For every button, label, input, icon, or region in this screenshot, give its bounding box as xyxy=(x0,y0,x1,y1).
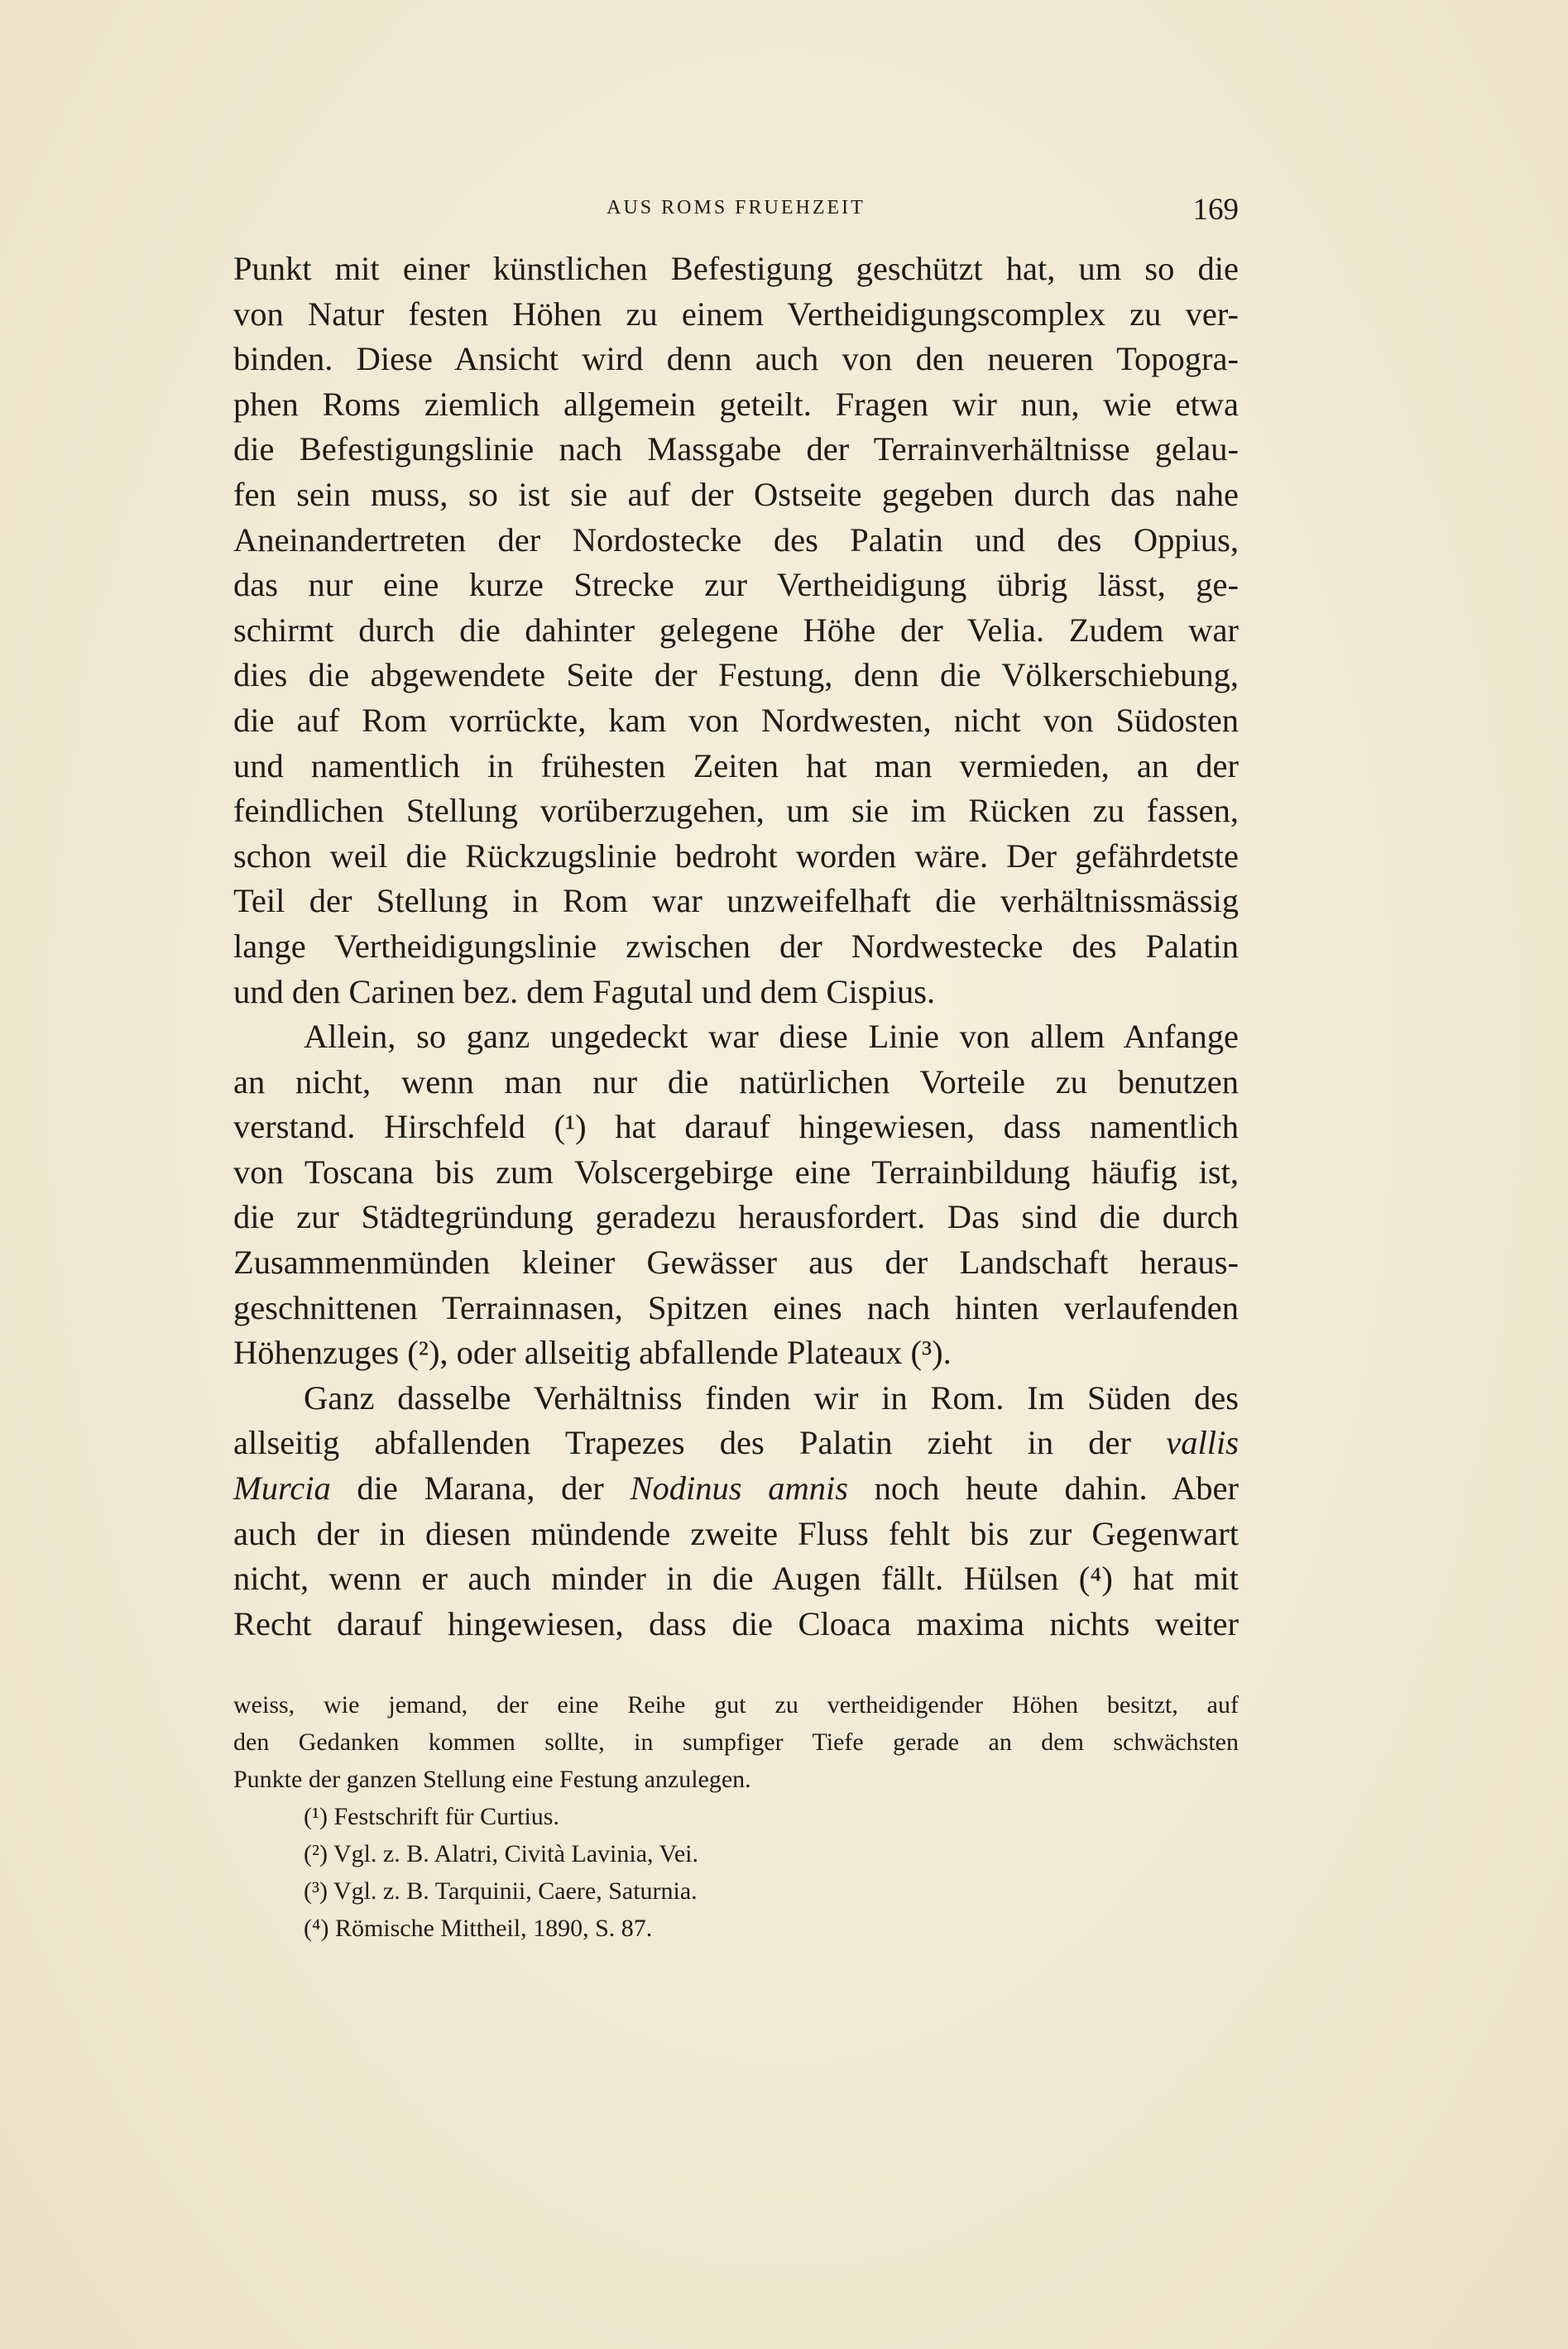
text-line: schon weil die Rückzugslinie bedroht worden wäre. Der gefährdetste xyxy=(233,837,1239,875)
running-title: AUS ROMS FRUEHZEIT xyxy=(607,197,866,218)
text-line: die zur Städtegründung geradezu herausfordert. Das sind die durch xyxy=(233,1198,1239,1236)
paragraph-start-line: Allein, so ganz ungedeckt war diese Linie von allem Anfange xyxy=(304,1018,1239,1056)
text-line: nicht, wenn er auch minder in die Augen fällt. Hülsen (⁴) hat mit xyxy=(233,1560,1239,1598)
text-line: feindlichen Stellung vorüberzugehen, um sie im Rücken zu fassen, xyxy=(233,792,1239,830)
footnote-3: (³) Vgl. z. B. Tarquinii, Caere, Saturnia. xyxy=(304,1877,698,1905)
text-line: verstand. Hirschfeld (¹) hat darauf hingewiesen, dass namentlich xyxy=(233,1108,1239,1146)
text-line: phen Roms ziemlich allgemein geteilt. Fragen wir nun, wie etwa xyxy=(233,385,1239,423)
text-line: Recht darauf hingewiesen, dass die Cloaca maxima nichts weiter xyxy=(233,1604,1239,1642)
text-line: lange Vertheidigungslinie zwischen der Nordwestecke des Palatin xyxy=(233,927,1239,965)
text-line: fen sein muss, so ist sie auf der Ostseite gegeben durch das nahe xyxy=(233,475,1239,513)
text-line: das nur eine kurze Strecke zur Vertheidigung übrig lässt, ge- xyxy=(233,566,1239,604)
footnotes-section xyxy=(233,1686,1239,1947)
text-line: Zusammenmünden kleiner Gewässer aus der Landschaft heraus- xyxy=(233,1244,1239,1282)
text-line: Teil der Stellung in Rom war unzweifelhaft die verhältnissmässig xyxy=(233,882,1239,920)
footnote-2: (²) Vgl. z. B. Alatri, Cività Lavinia, Vei. xyxy=(304,1840,698,1867)
footnote-4: (⁴) Römische Mittheil, 1890, S. 87. xyxy=(304,1915,653,1942)
text-line: dies die abgewendete Seite der Festung, denn die Völkerschiebung, xyxy=(233,656,1239,694)
text-line: Punkt mit einer künstlichen Befestigung geschützt hat, um so die xyxy=(233,250,1239,287)
main-text xyxy=(233,247,1239,1647)
text-line: auch der in diesen mündende zweite Fluss fehlt bis zur Gegenwart xyxy=(233,1514,1239,1552)
page-number: 169 xyxy=(1192,193,1239,227)
text-line: Aneinandertreten der Nordostecke des Palatin und des Oppius, xyxy=(233,520,1239,558)
text-line: die Befestigungslinie nach Massgabe der Terrainverhältnisse gelau- xyxy=(233,430,1239,468)
text-line: die auf Rom vorrückte, kam von Nordwesten, nicht von Südosten xyxy=(233,701,1239,739)
footnote-continuation-line: den Gedanken kommen sollte, in sumpfiger Tiefe gerade an dem schwächsten xyxy=(233,1728,1239,1756)
text-line: von Toscana bis zum Volscergebirge eine Terrainbildung häufig ist, xyxy=(233,1153,1239,1191)
text-line: schirmt durch die dahinter gelegene Höhe der Velia. Zudem war xyxy=(233,611,1239,649)
text-line: und namentlich in frühesten Zeiten hat man vermieden, an der xyxy=(233,746,1239,784)
text-line: und den Carinen bez. dem Fagutal und dem Cispius. xyxy=(233,972,936,1010)
page-header xyxy=(233,192,1239,233)
text-line: Murcia die Marana, der Nodinus amnis noch heute dahin. Aber xyxy=(233,1469,1239,1508)
text-line: geschnittenen Terrainnasen, Spitzen eines nach hinten verlaufenden xyxy=(233,1288,1239,1326)
text-line: an nicht, wenn man nur die natürlichen Vorteile zu benutzen xyxy=(233,1062,1239,1100)
text-line: allseitig abfallenden Trapezes des Palatin zieht in der vallis xyxy=(233,1424,1239,1462)
footnote-1: (¹) Festschrift für Curtius. xyxy=(304,1803,559,1830)
text-line: von Natur festen Höhen zu einem Vertheidigungscomplex zu ver- xyxy=(233,295,1239,333)
footnote-continuation-line: Punkte der ganzen Stellung eine Festung anzulegen. xyxy=(233,1766,751,1793)
text-line: Höhenzuges (²), oder allseitig abfallende Plateaux (³). xyxy=(233,1334,952,1372)
text-line: binden. Diese Ansicht wird denn auch von den neueren Topogra- xyxy=(233,340,1239,378)
paragraph-start-line: Ganz dasselbe Verhältniss finden wir in Rom. Im Süden des xyxy=(304,1378,1239,1417)
footnote-continuation-line: weiss, wie jemand, der eine Reihe gut zu vertheidigender Höhen besitzt, auf xyxy=(233,1691,1239,1719)
